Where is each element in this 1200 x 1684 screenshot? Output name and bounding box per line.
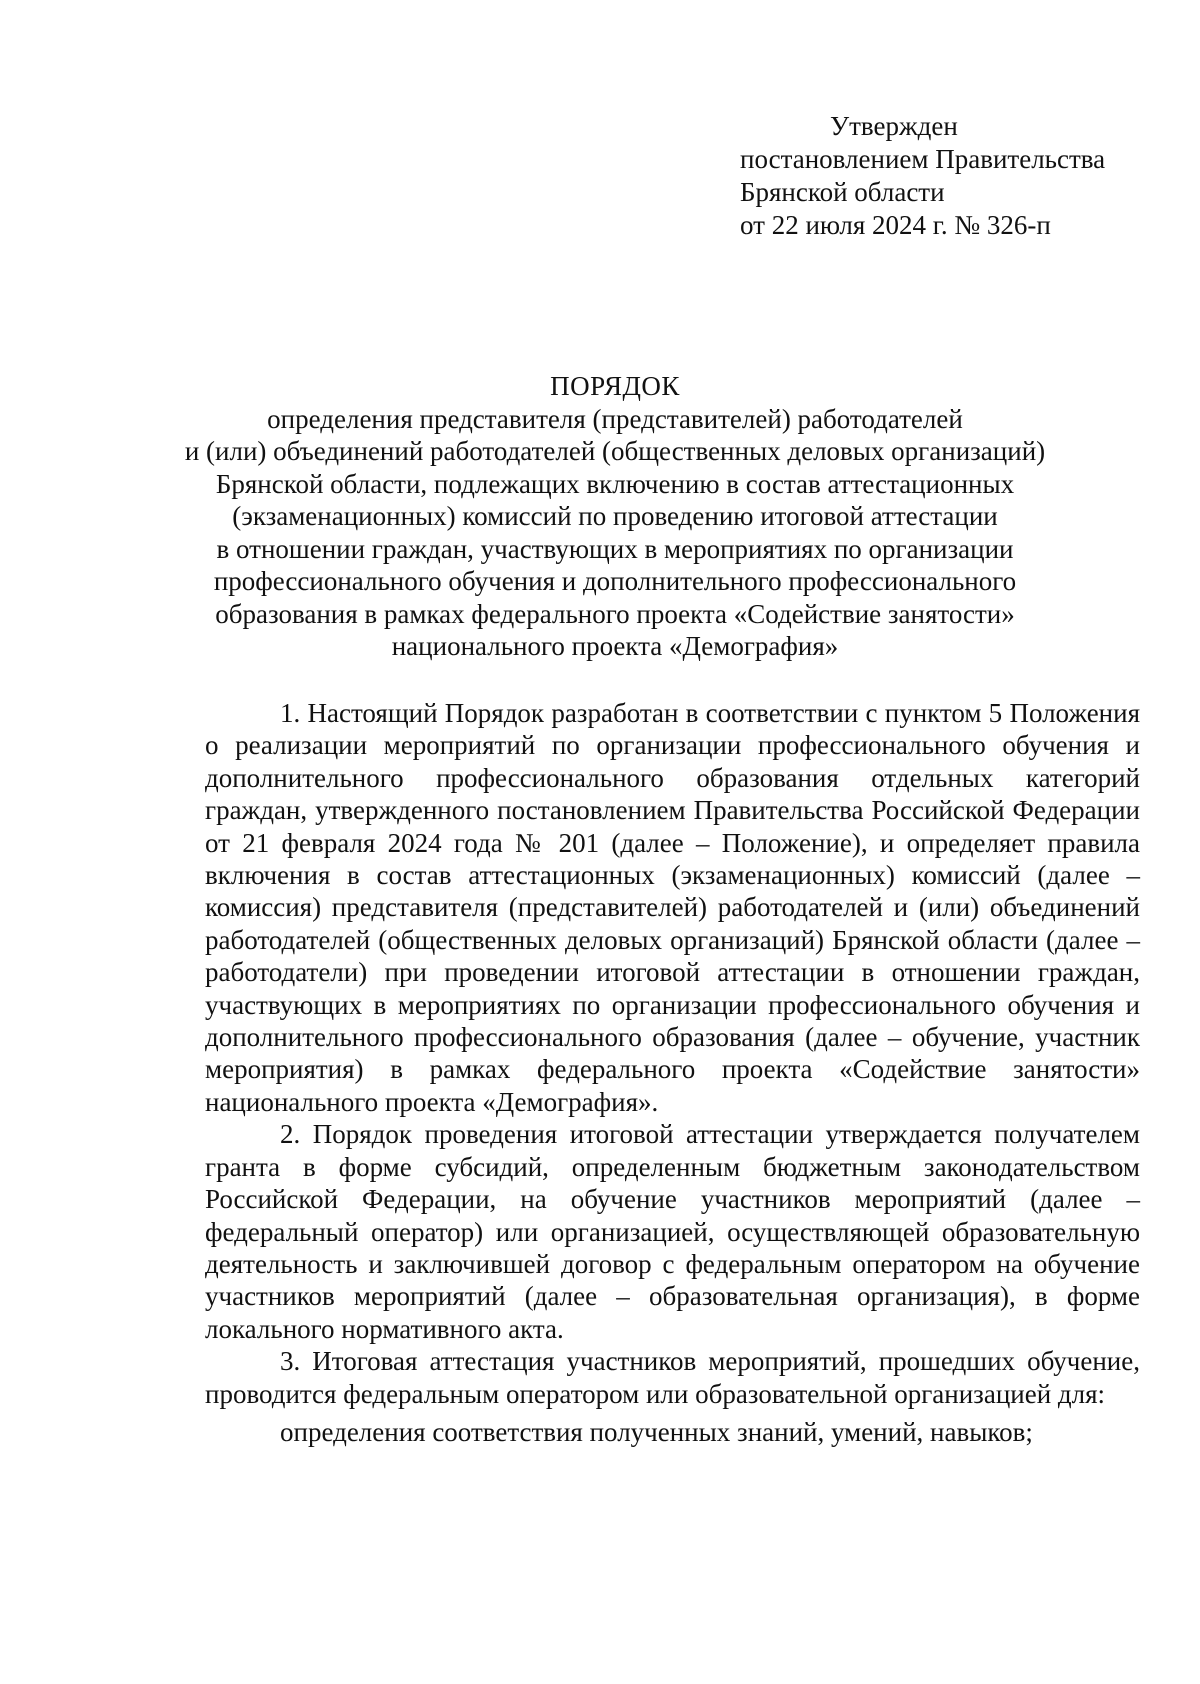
subtitle-line: (экзаменационных) комиссий по проведению итоговой аттестации xyxy=(232,501,998,531)
paragraph-4: определения соответствия полученных знаний, умений, навыков; xyxy=(280,1416,1033,1447)
document-body xyxy=(205,697,1140,1448)
paragraph-1: 1. Настоящий Порядок разработан в соответствии с пунктом 5 Положения о реализации мероприятий по организации профессионального обучения и дополнительного профессионального образования отдельных категорий граждан, утвержденного постановлением Правительства Российской Федерации от 21 февраля 2024 года № 201 (далее – Положение), и определяет правила включения в состав аттестационных (экзаменационных) комиссий (далее – комиссия) представителя (представителей) работодателей и (или) объединений работодателей (общественных деловых организаций) Брянской области (далее – работодатели) при проведении итоговой аттестации в отношении граждан, участвующих в мероприятиях по организации профессионального обучения и дополнительного профессионального образования (далее – обучение, участник мероприятия) в рамках федерального проекта «Содействие занятости» национального проекта «Демография». xyxy=(205,698,1140,1117)
document-title: ПОРЯДОК xyxy=(550,371,680,401)
approval-line-approved: Утвержден xyxy=(830,111,958,141)
paragraph-2: 2. Порядок проведения итоговой аттестации утверждается получателем гранта в форме субсидий, определенным бюджетным законодательством Российской Федерации, на обучение участников мероприятий (далее – федеральный оператор) или организацией, осуществляющей образовательную деятельность и заключившей договор с федеральным оператором на обучение участников мероприятий (далее – образовательная организация), в форме локального нормативного акта. xyxy=(205,1119,1140,1344)
subtitle-line: национального проекта «Демография» xyxy=(391,631,839,661)
approval-line-region: Брянской области xyxy=(740,177,945,207)
approval-line-date-number: от 22 июля 2024 г. № 326-п xyxy=(740,210,1051,240)
subtitle-line: и (или) объединений работодателей (общественных деловых организаций) xyxy=(184,436,1046,466)
subtitle-line: определения представителя (представителей) работодателей xyxy=(267,403,963,434)
subtitle-line: в отношении граждан, участвующих в мероприятиях по организации xyxy=(216,533,1014,564)
document-title-block xyxy=(180,370,1050,663)
paragraph-3: 3. Итоговая аттестация участников мероприятий, прошедших обучение, проводится федеральным оператором или образовательной организацией для: xyxy=(205,1346,1140,1409)
subtitle-line: профессионального обучения и дополнительного профессионального xyxy=(213,566,1017,596)
approval-block xyxy=(740,110,1140,242)
approval-line-resolution: постановлением Правительства xyxy=(740,144,1106,174)
subtitle-line: Брянской области, подлежащих включению в состав аттестационных xyxy=(215,468,1015,499)
subtitle-line: образования в рамках федерального проекта «Содействие занятости» xyxy=(215,598,1015,629)
